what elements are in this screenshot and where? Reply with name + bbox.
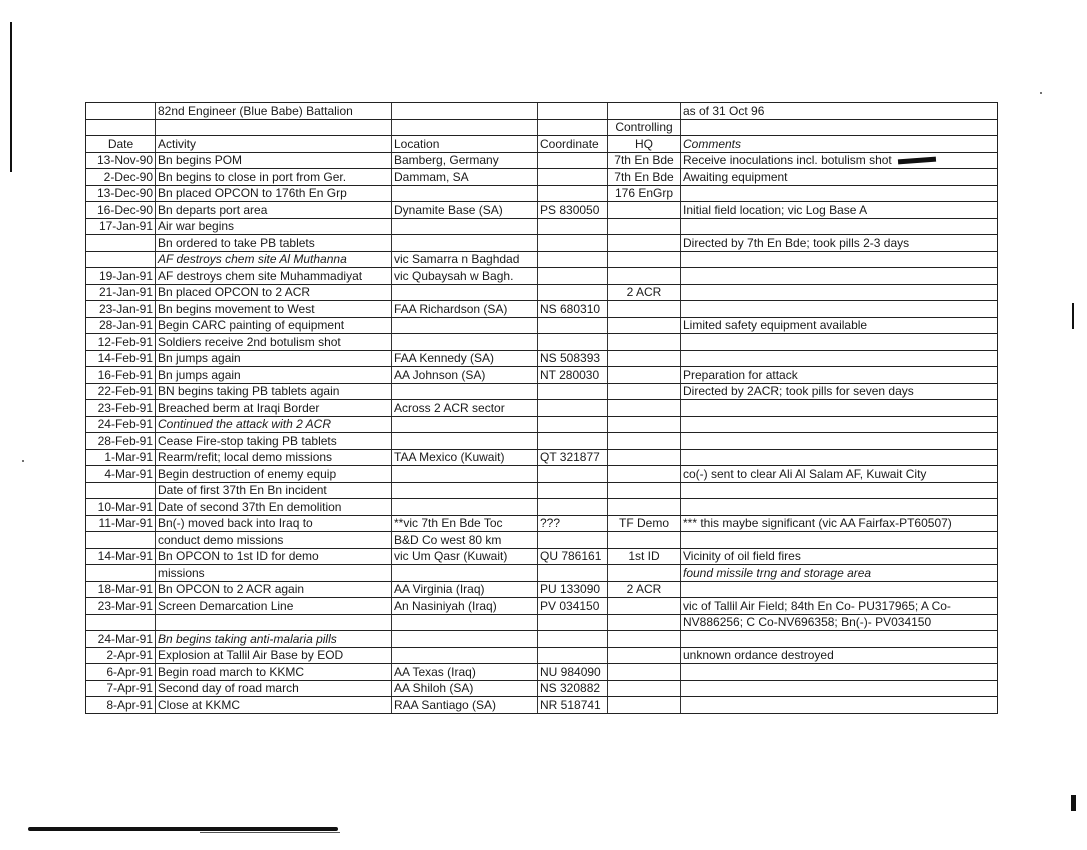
scan-speck (22, 460, 24, 462)
hq-cell (608, 350, 681, 367)
coordinate-cell (538, 400, 608, 417)
location-cell: Dynamite Base (SA) (392, 202, 538, 219)
activity-cell: Bn(-) moved back into Iraq to (156, 515, 392, 532)
hq-cell (608, 202, 681, 219)
scan-margin-tick (1072, 303, 1074, 329)
table-row (86, 268, 998, 285)
activity-cell: Bn ordered to take PB tablets (156, 235, 392, 252)
header-coordinate: Coordinate (538, 136, 608, 153)
date-cell: 14-Mar-91 (86, 548, 156, 565)
table-row (86, 367, 998, 384)
table-row (86, 614, 998, 631)
table-row (86, 152, 998, 169)
activity-cell: conduct demo missions (156, 532, 392, 549)
scan-margin-tick (1071, 795, 1076, 811)
comments-cell: Directed by 2ACR; took pills for seven days (681, 383, 998, 400)
comments-cell: Receive inoculations incl. botulism shot (681, 152, 998, 169)
coordinate-cell (538, 251, 608, 268)
comments-cell (681, 334, 998, 351)
coordinate-cell (538, 631, 608, 648)
date-cell: 1-Mar-91 (86, 449, 156, 466)
table-row (86, 416, 998, 433)
table-row (86, 449, 998, 466)
coordinate-cell: PS 830050 (538, 202, 608, 219)
coordinate-cell (538, 565, 608, 582)
activity-cell: Bn departs port area (156, 202, 392, 219)
activity-cell: Air war begins (156, 218, 392, 235)
coordinate-cell (538, 268, 608, 285)
coordinate-cell: QU 786161 (538, 548, 608, 565)
comments-cell (681, 664, 998, 681)
coordinate-cell: PV 034150 (538, 598, 608, 615)
hq-cell (608, 697, 681, 714)
comments-cell: *** this maybe significant (vic AA Fairfax-PT60507) (681, 515, 998, 532)
table-row (86, 169, 998, 186)
coordinate-cell (538, 433, 608, 450)
comments-cell (681, 532, 998, 549)
date-cell: 14-Feb-91 (86, 350, 156, 367)
date-cell (86, 532, 156, 549)
table-row (86, 499, 998, 516)
activity-cell: Date of second 37th En demolition (156, 499, 392, 516)
table-row (86, 647, 998, 664)
date-cell: 7-Apr-91 (86, 680, 156, 697)
comments-cell (681, 251, 998, 268)
comments-cell: Awaiting equipment (681, 169, 998, 186)
redaction-mark (898, 157, 936, 165)
date-cell: 23-Mar-91 (86, 598, 156, 615)
date-cell: 28-Feb-91 (86, 433, 156, 450)
table-row (86, 515, 998, 532)
hq-cell (608, 631, 681, 648)
hq-cell (608, 499, 681, 516)
table-row (86, 466, 998, 483)
hq-cell (608, 433, 681, 450)
activity-cell: AF destroys chem site Al Muthanna (156, 251, 392, 268)
location-cell: FAA Richardson (SA) (392, 301, 538, 318)
activity-cell: Begin destruction of enemy equip (156, 466, 392, 483)
activity-cell: Continued the attack with 2 ACR (156, 416, 392, 433)
comments-cell (681, 301, 998, 318)
title-row (86, 103, 998, 120)
table-row (86, 482, 998, 499)
date-cell: 23-Jan-91 (86, 301, 156, 318)
comments-cell: Preparation for attack (681, 367, 998, 384)
coordinate-cell (538, 169, 608, 186)
hq-cell (608, 614, 681, 631)
hq-cell (608, 680, 681, 697)
scan-margin-line (10, 22, 12, 172)
location-cell (392, 433, 538, 450)
comments-cell (681, 581, 998, 598)
hq-cell: TF Demo (608, 515, 681, 532)
scan-speck (1040, 92, 1042, 94)
table-row (86, 301, 998, 318)
hq-cell: 176 EnGrp (608, 185, 681, 202)
location-cell (392, 614, 538, 631)
hq-cell (608, 218, 681, 235)
coordinate-cell: NS 320882 (538, 680, 608, 697)
location-cell: Bamberg, Germany (392, 152, 538, 169)
table-row (86, 400, 998, 417)
location-cell: vic Samarra n Baghdad (392, 251, 538, 268)
table-row (86, 598, 998, 615)
comments-cell: vic of Tallil Air Field; 84th En Co- PU317965; A Co- (681, 598, 998, 615)
hq-cell: 2 ACR (608, 581, 681, 598)
table-row (86, 532, 998, 549)
coordinate-cell (538, 416, 608, 433)
hq-cell (608, 251, 681, 268)
comments-cell (681, 631, 998, 648)
date-cell: 21-Jan-91 (86, 284, 156, 301)
date-cell: 8-Apr-91 (86, 697, 156, 714)
activity-cell: Screen Demarcation Line (156, 598, 392, 615)
table-row (86, 548, 998, 565)
activity-cell: Bn jumps again (156, 350, 392, 367)
date-cell (86, 251, 156, 268)
unit-title: 82nd Engineer (Blue Babe) Battalion (156, 103, 392, 120)
header-location: Location (392, 136, 538, 153)
hq-cell (608, 466, 681, 483)
coordinate-cell (538, 614, 608, 631)
table-row (86, 664, 998, 681)
table-row (86, 185, 998, 202)
coordinate-cell: QT 321877 (538, 449, 608, 466)
coordinate-cell (538, 317, 608, 334)
location-cell (392, 416, 538, 433)
activity-cell: Begin CARC painting of equipment (156, 317, 392, 334)
coordinate-cell (538, 482, 608, 499)
hq-cell: 7th En Bde (608, 169, 681, 186)
date-cell: 13-Dec-90 (86, 185, 156, 202)
coordinate-cell (538, 532, 608, 549)
activity-cell: Date of first 37th En Bn incident (156, 482, 392, 499)
hq-cell (608, 383, 681, 400)
location-cell (392, 631, 538, 648)
comments-cell (681, 449, 998, 466)
date-cell: 23-Feb-91 (86, 400, 156, 417)
location-cell: vic Qubaysah w Bagh. (392, 268, 538, 285)
location-cell: AA Johnson (SA) (392, 367, 538, 384)
location-cell (392, 482, 538, 499)
header-controlling: Controlling (608, 119, 681, 136)
header-row-top (86, 119, 998, 136)
coordinate-cell (538, 152, 608, 169)
activity-cell: Soldiers receive 2nd botulism shot (156, 334, 392, 351)
coordinate-cell: PU 133090 (538, 581, 608, 598)
date-cell: 24-Feb-91 (86, 416, 156, 433)
coordinate-cell: ??? (538, 515, 608, 532)
activity-cell: Close at KKMC (156, 697, 392, 714)
comments-cell (681, 499, 998, 516)
table-row (86, 581, 998, 598)
activity-cell: Bn begins to close in port from Ger. (156, 169, 392, 186)
activity-cell: Breached berm at Iraqi Border (156, 400, 392, 417)
activity-cell: Rearm/refit; local demo missions (156, 449, 392, 466)
date-cell: 6-Apr-91 (86, 664, 156, 681)
comments-cell (681, 697, 998, 714)
hq-cell (608, 532, 681, 549)
coordinate-cell (538, 383, 608, 400)
coordinate-cell (538, 235, 608, 252)
hq-cell (608, 598, 681, 615)
comments-cell (681, 268, 998, 285)
coordinate-cell (538, 218, 608, 235)
location-cell (392, 235, 538, 252)
date-cell: 2-Apr-91 (86, 647, 156, 664)
location-cell (392, 383, 538, 400)
location-cell: FAA Kennedy (SA) (392, 350, 538, 367)
date-cell (86, 235, 156, 252)
comments-cell (681, 350, 998, 367)
date-cell: 16-Feb-91 (86, 367, 156, 384)
location-cell: vic Um Qasr (Kuwait) (392, 548, 538, 565)
location-cell (392, 185, 538, 202)
date-cell (86, 614, 156, 631)
comments-cell (681, 284, 998, 301)
location-cell: An Nasiniyah (Iraq) (392, 598, 538, 615)
coordinate-cell (538, 185, 608, 202)
hq-cell (608, 334, 681, 351)
comments-cell: Initial field location; vic Log Base A (681, 202, 998, 219)
activity-cell: Bn placed OPCON to 176th En Grp (156, 185, 392, 202)
coordinate-cell: NS 508393 (538, 350, 608, 367)
activity-cell: Bn begins POM (156, 152, 392, 169)
date-cell: 17-Jan-91 (86, 218, 156, 235)
location-cell (392, 317, 538, 334)
comments-cell (681, 218, 998, 235)
date-cell: 2-Dec-90 (86, 169, 156, 186)
activity-cell: Cease Fire-stop taking PB tablets (156, 433, 392, 450)
date-cell: 18-Mar-91 (86, 581, 156, 598)
activity-cell: Bn OPCON to 2 ACR again (156, 581, 392, 598)
hq-cell: 7th En Bde (608, 152, 681, 169)
activity-cell: AF destroys chem site Muhammadiyat (156, 268, 392, 285)
table-row (86, 251, 998, 268)
location-cell (392, 647, 538, 664)
table-row (86, 317, 998, 334)
header-activity: Activity (156, 136, 392, 153)
activity-cell: Bn begins movement to West (156, 301, 392, 318)
comments-cell: found missile trng and storage area (681, 565, 998, 582)
comments-cell (681, 416, 998, 433)
location-cell: RAA Santiago (SA) (392, 697, 538, 714)
table-row (86, 235, 998, 252)
comments-cell (681, 680, 998, 697)
chronology-table (85, 102, 998, 714)
activity-cell: Bn begins taking anti-malaria pills (156, 631, 392, 648)
coordinate-cell (538, 499, 608, 516)
date-cell: 22-Feb-91 (86, 383, 156, 400)
location-cell: AA Shiloh (SA) (392, 680, 538, 697)
header-date: Date (86, 136, 156, 153)
hq-cell (608, 235, 681, 252)
date-cell: 13-Nov-90 (86, 152, 156, 169)
date-cell: 4-Mar-91 (86, 466, 156, 483)
coordinate-cell: NU 984090 (538, 664, 608, 681)
location-cell (392, 218, 538, 235)
location-cell: Dammam, SA (392, 169, 538, 186)
date-cell: 10-Mar-91 (86, 499, 156, 516)
table-row (86, 680, 998, 697)
location-cell (392, 334, 538, 351)
location-cell: Across 2 ACR sector (392, 400, 538, 417)
activity-cell: missions (156, 565, 392, 582)
comments-cell (681, 482, 998, 499)
comments-cell: Vicinity of oil field fires (681, 548, 998, 565)
date-cell: 28-Jan-91 (86, 317, 156, 334)
coordinate-cell (538, 466, 608, 483)
coordinate-cell: NS 680310 (538, 301, 608, 318)
scan-bottom-bar (28, 827, 338, 831)
comments-cell: NV886256; C Co-NV696358; Bn(-)- PV034150 (681, 614, 998, 631)
comments-cell: Limited safety equipment available (681, 317, 998, 334)
date-cell: 16-Dec-90 (86, 202, 156, 219)
comments-cell (681, 400, 998, 417)
hq-cell: 2 ACR (608, 284, 681, 301)
location-cell: B&D Co west 80 km (392, 532, 538, 549)
activity-cell: Second day of road march (156, 680, 392, 697)
location-cell (392, 499, 538, 516)
hq-cell (608, 482, 681, 499)
activity-cell: Begin road march to KKMC (156, 664, 392, 681)
coordinate-cell: NT 280030 (538, 367, 608, 384)
location-cell (392, 565, 538, 582)
location-cell: AA Texas (Iraq) (392, 664, 538, 681)
coordinate-cell (538, 334, 608, 351)
header-comments: Comments (681, 136, 998, 153)
date-cell (86, 482, 156, 499)
coordinate-cell (538, 284, 608, 301)
table-row (86, 350, 998, 367)
comments-cell: Directed by 7th En Bde; took pills 2-3 days (681, 235, 998, 252)
table-row (86, 334, 998, 351)
table-row (86, 383, 998, 400)
coordinate-cell: NR 518741 (538, 697, 608, 714)
hq-cell (608, 367, 681, 384)
activity-cell: Bn jumps again (156, 367, 392, 384)
location-cell: **vic 7th En Bde Toc (392, 515, 538, 532)
activity-cell: Bn OPCON to 1st ID for demo (156, 548, 392, 565)
activity-cell (156, 614, 392, 631)
table-row (86, 697, 998, 714)
table-row (86, 631, 998, 648)
hq-cell (608, 317, 681, 334)
date-cell: 12-Feb-91 (86, 334, 156, 351)
hq-cell (608, 664, 681, 681)
activity-cell: BN begins taking PB tablets again (156, 383, 392, 400)
comments-cell: co(-) sent to clear Ali Al Salam AF, Kuwait City (681, 466, 998, 483)
header-row (86, 136, 998, 153)
hq-cell (608, 268, 681, 285)
table-row (86, 284, 998, 301)
comments-cell (681, 185, 998, 202)
hq-cell: 1st ID (608, 548, 681, 565)
comments-cell (681, 433, 998, 450)
header-hq: HQ (608, 136, 681, 153)
table-row (86, 433, 998, 450)
hq-cell (608, 449, 681, 466)
location-cell: AA Virginia (Iraq) (392, 581, 538, 598)
activity-cell: Explosion at Tallil Air Base by EOD (156, 647, 392, 664)
date-cell: 11-Mar-91 (86, 515, 156, 532)
activity-cell: Bn placed OPCON to 2 ACR (156, 284, 392, 301)
location-cell: TAA Mexico (Kuwait) (392, 449, 538, 466)
comments-cell: unknown ordance destroyed (681, 647, 998, 664)
table-row (86, 565, 998, 582)
hq-cell (608, 400, 681, 417)
scan-bottom-line (200, 832, 340, 833)
hq-cell (608, 647, 681, 664)
location-cell (392, 466, 538, 483)
date-cell: 24-Mar-91 (86, 631, 156, 648)
hq-cell (608, 565, 681, 582)
table-row (86, 218, 998, 235)
date-cell (86, 565, 156, 582)
as-of-date: as of 31 Oct 96 (681, 103, 998, 120)
date-cell: 19-Jan-91 (86, 268, 156, 285)
table-row (86, 202, 998, 219)
coordinate-cell (538, 647, 608, 664)
hq-cell (608, 301, 681, 318)
hq-cell (608, 416, 681, 433)
location-cell (392, 284, 538, 301)
